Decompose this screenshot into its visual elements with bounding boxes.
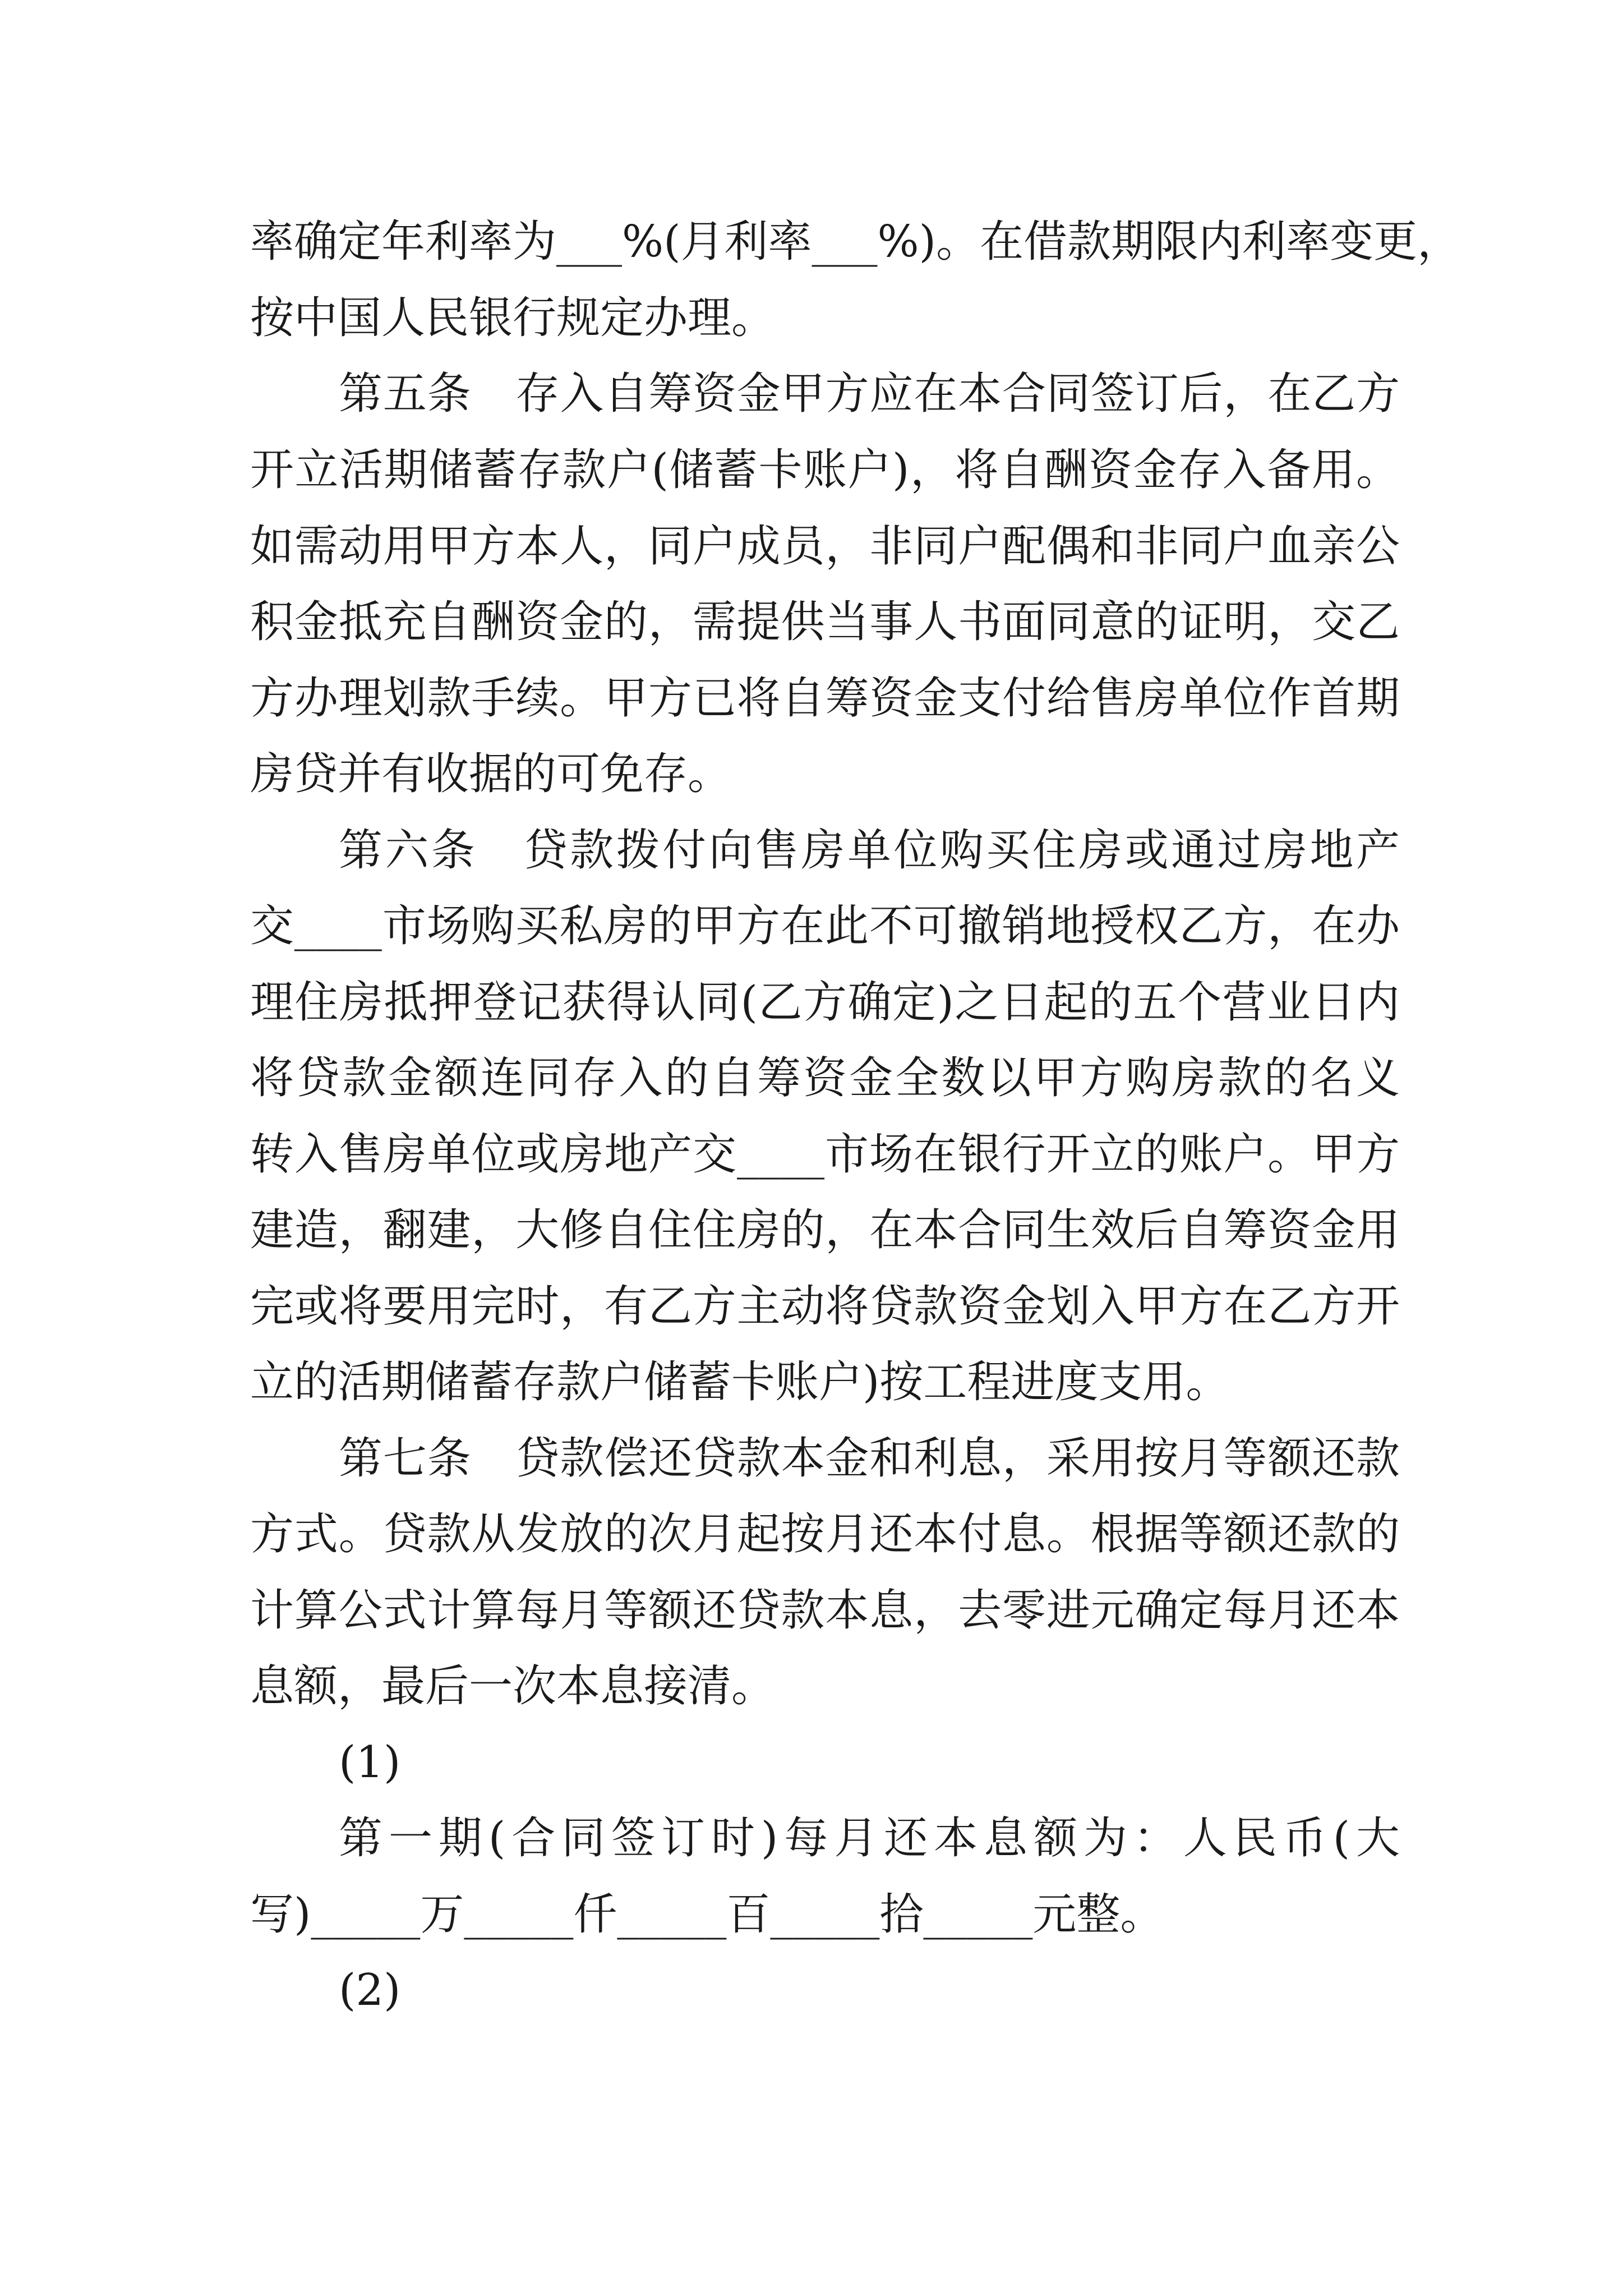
text-line: 交____市场购买私房的甲方在此不可撤销地授权乙方，在办 [250, 901, 1400, 951]
text-line: 率确定年利率为___%(月利率___%)。在借款期限内利率变更， [250, 217, 1461, 267]
text-line: 方办理划款手续。甲方已将自筹资金支付给售房单位作首期 [250, 673, 1400, 724]
text-line: 计算公式计算每月等额还贷款本息，去零进元确定每月还本 [250, 1585, 1400, 1636]
text-line: 立的活期储蓄存款户储蓄卡账户)按工程进度支用。 [250, 1357, 1230, 1407]
item-2-label: (2) [339, 1965, 401, 2016]
text-line: 完或将要用完时，有乙方主动将贷款资金划入甲方在乙方开 [250, 1281, 1400, 1332]
article-7-heading-line: 第七条 贷款偿还贷款本金和利息，采用按月等额还款 [339, 1433, 1400, 1484]
article-5-heading-line: 第五条 存入自筹资金甲方应在本合同签订后，在乙方 [339, 369, 1400, 419]
text-line: 将贷款金额连同存入的自筹资金全数以甲方购房款的名义 [250, 1053, 1400, 1103]
text-line: 理住房抵押登记获得认同(乙方确定)之日起的五个营业日内 [250, 977, 1400, 1028]
text-line: 第一期(合同签订时)每月还本息额为：人民币(大 [339, 1813, 1400, 1864]
text-line: 方式。贷款从发放的次月起按月还本付息。根据等额还款的 [250, 1509, 1400, 1559]
text-line: 积金抵充自酬资金的，需提供当事人书面同意的证明，交乙 [250, 597, 1400, 647]
text-line: 建造，翻建，大修自住住房的，在本合同生效后自筹资金用 [250, 1205, 1400, 1255]
text-line: 写)_____万_____仟_____百_____拾_____元整。 [250, 1889, 1164, 1940]
item-1-label: (1) [339, 1737, 401, 1788]
text-line: 开立活期储蓄存款户(储蓄卡账户)，将自酬资金存入备用。 [250, 445, 1400, 495]
text-line: 房贷并有收据的可免存。 [250, 749, 732, 799]
text-line: 转入售房单位或房地产交____市场在银行开立的账户。甲方 [250, 1129, 1400, 1180]
text-line: 按中国人民银行规定办理。 [250, 293, 776, 343]
text-line: 息额，最后一次本息接清。 [250, 1661, 776, 1711]
article-6-heading-line: 第六条 贷款拨付向售房单位购买住房或通过房地产 [339, 825, 1400, 876]
text-line: 如需动用甲方本人，同户成员，非同户配偶和非同户血亲公 [250, 521, 1400, 572]
